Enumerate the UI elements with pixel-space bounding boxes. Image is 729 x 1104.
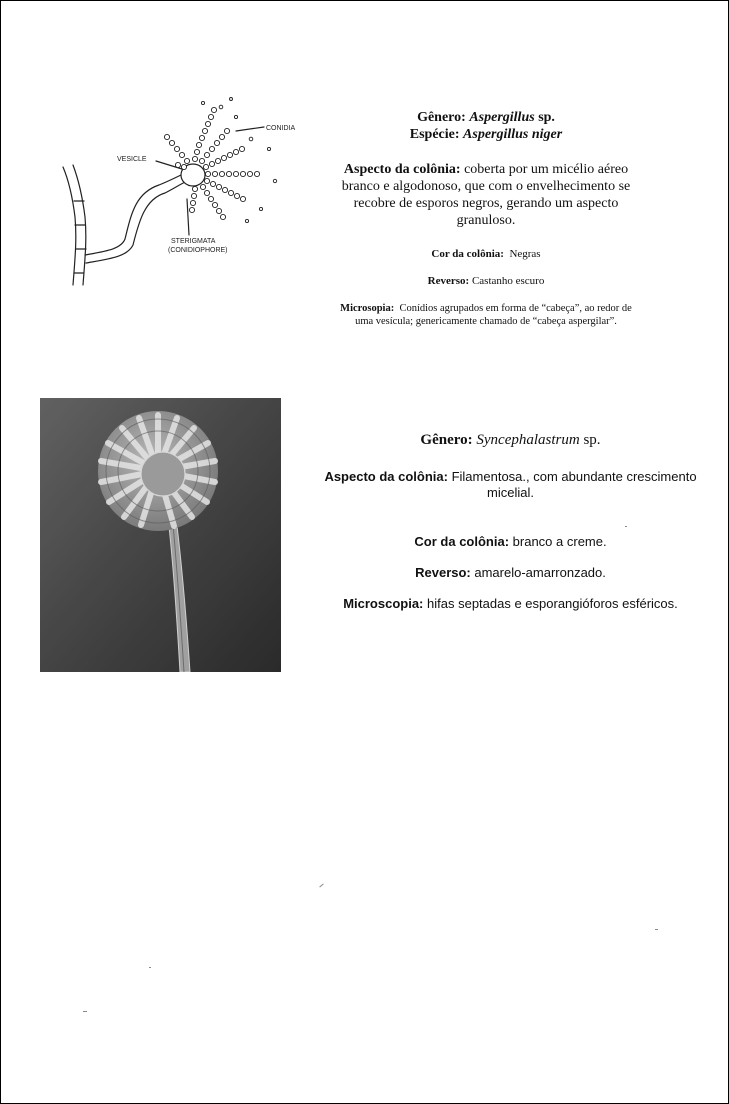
reverse-label-2: Reverso: [415,565,471,580]
genus-value: Aspergillus [469,110,535,125]
genus-suffix: sp. [538,110,555,125]
colony-aspect-2 [323,469,698,501]
reverse-label: Reverso: [427,275,470,287]
genus-suffix-2: sp. [583,432,601,448]
microscopy-label: Microsopia: [340,303,395,314]
genus-value-2: Syncephalastrum [476,432,580,448]
colony-color-label-2: Cor da colônia: [414,534,510,549]
species-label: Espécie: [409,127,460,142]
microscopy-2 [323,596,698,612]
reverse-color-2 [323,565,698,581]
reverse-color [326,274,646,288]
colony-color-2 [323,534,698,550]
drawing-label-sterigmata: STERIGMATA [171,238,216,245]
scan-speck [319,884,323,888]
colony-aspect [326,161,646,229]
colony-aspect-text-2: Filamentosa., com abundante crescimento micelial. [451,469,697,500]
colony-aspect-label: Aspecto da colônia: [343,162,461,177]
colony-color-value: Negras [509,248,541,260]
drawing-label-conidia: CONIDIA [266,125,296,132]
microscopy-label-2: Microscopia: [343,596,424,611]
scan-speck [625,526,627,527]
genus-line-2 [323,431,698,450]
genus-label-2: Gênero: [420,432,473,448]
species-line [326,126,646,143]
colony-aspect-label-2: Aspecto da colônia: [324,469,448,484]
colony-color-value-2: branco a creme. [512,534,607,549]
colony-aspect-text: coberta por um micélio aéreo branco e algodonoso, que com o envelhecimento se recobre de esporos negros, gerando um aspecto granuloso. [341,162,631,228]
microscopy-text-2: hifas septadas e esporangióforos esféricos. [427,596,678,611]
reverse-value-2: amarelo-amarronzado. [474,565,606,580]
colony-color-label: Cor da colônia: [431,248,504,260]
scan-speck [149,967,151,968]
microscopy-text: Conídios agrupados em forma de “cabeça”, ao redor de uma vesícula; genericamente chamado de “cabeça aspergilar”. [355,303,632,327]
colony-color [326,247,646,261]
scan-speck [83,1011,87,1012]
microscopy [326,302,646,328]
aspergillus-drawing [61,89,311,294]
drawing-label-vesicle: VESICLE [117,156,147,163]
drawing-label-conidiophore: (CONIDIOPHORE) [168,247,228,254]
aspergillus-description [326,109,646,328]
species-value: Aspergillus niger [463,127,563,142]
reverse-value: Castanho escuro [471,275,545,287]
genus-label: Gênero [417,110,462,125]
syncephalastrum-micrograph [40,398,281,672]
scan-speck [655,929,658,930]
genus-line: Gênero: Aspergillus sp. [417,110,555,125]
syncephalastrum-description [323,431,698,612]
